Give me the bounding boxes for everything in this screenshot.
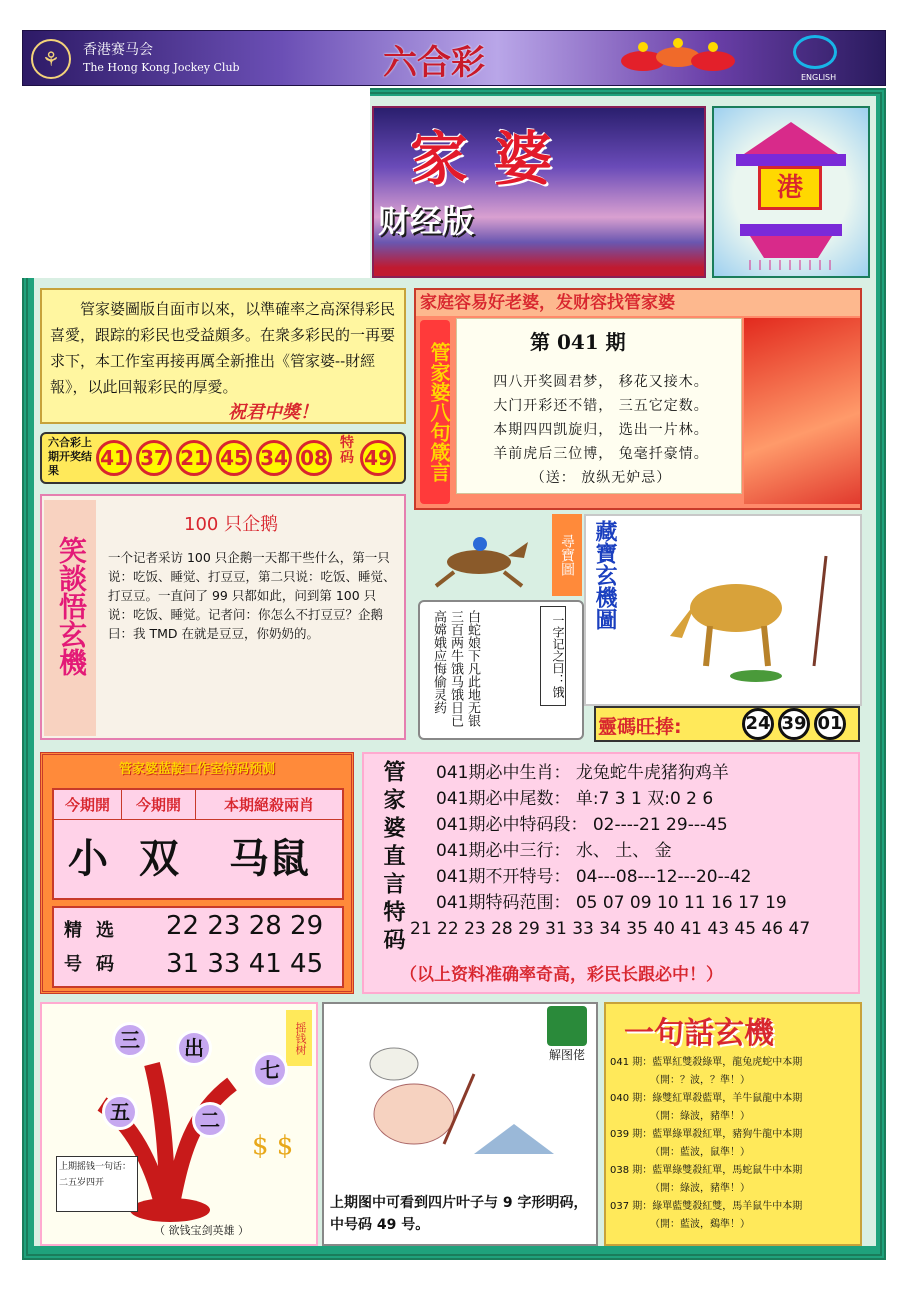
lucky-ball: 01 [814, 708, 846, 740]
poem-line: （送： 放纵无妒忌） [530, 470, 672, 486]
lucky-number-label: 靈碼旺捧: [598, 716, 682, 738]
result-ball: 37 [136, 440, 172, 476]
size-prediction: 小 [68, 835, 108, 882]
english-link-icon[interactable] [793, 35, 837, 69]
curtain-image [744, 318, 860, 504]
camel-title: 藏寶玄機圖 [592, 520, 618, 630]
banner-subtitle: 财经版 [378, 202, 475, 240]
result-ball: 08 [296, 440, 332, 476]
special-prediction-header: 管家婆蓝靛工作室特码预测 [118, 762, 275, 777]
one-sentence-line: （開：綠波，豬準！） [650, 1183, 750, 1194]
prediction-line: 041期必中尾数： 单:7 3 1 双:0 2 6 [436, 789, 714, 809]
tree-ball: 三 [112, 1022, 148, 1058]
poem-line: 羊前虎后三位博， 兔毫扦豪情。 [493, 446, 709, 462]
joke-side-title: 笑談悟玄機 [55, 536, 88, 676]
col-header: 今期開 [54, 790, 122, 820]
blank-area [22, 88, 370, 278]
prediction-line: 041期必中三行： 水、 土、 金 [436, 841, 672, 861]
poem-line: 大门开彩还不错， 三五它定数。 [493, 398, 709, 414]
poem-side-title: 管家婆八句箴言 [420, 320, 450, 504]
club-name-cn: 香港赛马会 [83, 42, 153, 58]
puzzle-note: 上期图中可看到四片叶子与 9 字形明码，中号码 49 号。 [330, 1195, 588, 1233]
one-sentence-line: 040 期：綠雙紅單殺藍單，羊牛鼠龍中本期 [610, 1093, 803, 1104]
one-sentence-line: （開：藍波，鷄準！） [650, 1219, 750, 1230]
hkjc-logo-icon: ⚘ [31, 39, 71, 79]
parity-prediction: 双 [139, 835, 179, 882]
tree-ball: 七 [252, 1052, 288, 1088]
last-issue-hint: 上期摇钱一句话：二五岁四开 [56, 1156, 138, 1212]
english-link[interactable]: ENGLISH [801, 73, 837, 82]
banner-title: 家婆 [410, 125, 579, 193]
one-sentence-line: （開：？波，？準！） [650, 1075, 750, 1086]
last-result-label: 六合彩上期开奖结果 [48, 436, 92, 477]
one-sentence-lines [610, 1054, 858, 1234]
poem-header: 家庭容易好老婆，发财容找管家婆 [416, 290, 860, 316]
kill-zodiac: 马鼠 [229, 835, 309, 882]
result-ball: 34 [256, 440, 292, 476]
predictions-side-title: 管家婆直言特码 [380, 760, 405, 956]
result-ball: 21 [176, 440, 212, 476]
one-sentence-line: （開：綠波，豬準！） [650, 1111, 750, 1122]
tree-ball: 二 [192, 1102, 228, 1138]
interpreter-icon [547, 1006, 587, 1046]
selected-numbers-row: 22 23 28 29 [166, 911, 324, 941]
one-sentence-line: （開：藍波，鼠準！） [650, 1147, 750, 1158]
prediction-line: 041期必中特码段： 02----21 29---45 [436, 815, 728, 835]
lucky-ball: 24 [742, 708, 774, 740]
interpreter-badge [540, 1006, 594, 1068]
lantern-label: 港 [758, 166, 822, 210]
special-label: 特码 [340, 435, 354, 466]
interpreter-label: 解图佬 [548, 1048, 585, 1062]
one-sentence-title: 一句話玄機 [624, 1016, 774, 1051]
joke-body: 一个记者采访 100 只企鹅一天都干些什么，第一只说：吃饭、睡觉、打豆豆，第二只说：吃饭、睡觉、打豆豆。一直问了 99 只都如此，问到第 100 只说：吃饭、睡觉。记者问：你怎么不打豆豆？企鹅曰：我 TMD 在就是豆豆，你奶奶的。 [108, 550, 396, 641]
prediction-line: 041期不开特号： 04---08---12---20--42 [436, 867, 752, 887]
tree-ball: 出 [176, 1030, 212, 1066]
club-name-en: The Hong Kong Jockey Club [83, 61, 240, 74]
selected-numbers-row: 31 33 41 45 [166, 949, 324, 979]
svg-text:$ $: $ $ [252, 1131, 294, 1161]
selected-numbers-label: 精选号码 [64, 920, 128, 975]
one-sentence-line: 038 期：藍單綠雙殺紅單，馬蛇鼠牛中本期 [610, 1165, 803, 1176]
lucky-ball: 39 [778, 708, 810, 740]
camel-panel [584, 514, 862, 706]
riddle-grid: 白蛇娘下凡此地无银三百两牛饿马饿日已高嫦娥应悔偷灵药 [431, 610, 480, 727]
one-sentence-line: 041 期：藍單紅雙殺綠單，龍兔虎蛇中本期 [610, 1057, 803, 1068]
col-header: 本期絕殺兩肖 [196, 790, 342, 820]
special-ball: 49 [360, 440, 396, 476]
riddle-word: 一字记之曰：饿 [540, 606, 566, 706]
poem-lines [466, 370, 736, 490]
result-ball: 45 [216, 440, 252, 476]
mark-six-title: 六合彩 [383, 43, 485, 83]
prediction-line: 21 22 23 28 29 31 33 34 35 40 41 43 45 46 47 [410, 919, 811, 939]
issue-number: 第 041 期 [530, 330, 626, 354]
poem-line: 本期四四凯旋归， 选出一片林。 [493, 422, 709, 438]
one-sentence-line: 039 期：藍單綠單殺紅單，豬狗牛龍中本期 [610, 1129, 803, 1140]
poem-line: 四八开奖圆君梦， 移花又接木。 [493, 374, 709, 390]
racehorse-icon [424, 530, 534, 590]
header-bar [22, 30, 886, 86]
one-sentence-line: 037 期：綠單藍雙殺紅雙，馬羊鼠牛中本期 [610, 1201, 803, 1212]
intro-text: 管家婆圖版自面市以來，以準確率之高深得彩民喜愛，跟踪的彩民也受益頗多。在衆多彩民的一再要求下，本工作室再接再厲全新推出《管家婆--財經報》，以此回報彩民的厚愛。 [40, 288, 406, 424]
camel-icon [586, 516, 860, 704]
treasure-map-label: 尋寶圖 [552, 514, 582, 596]
intro-wish: 祝君中獎！ [228, 402, 318, 423]
money-tree-label: 摇钱树 [286, 1010, 312, 1066]
tree-caption: （ 欲钱宝剑英雄 ） [154, 1224, 249, 1237]
result-ball: 41 [96, 440, 132, 476]
predictions-note: （以上资料准确率奇高，彩民长跟必中！） [400, 965, 723, 985]
prediction-line: 041期必中生肖： 龙兔蛇牛虎猪狗鸡羊 [436, 763, 729, 783]
tree-ball: 五 [102, 1094, 138, 1130]
col-header: 今期開 [122, 790, 196, 820]
prediction-line: 041期特码范围： 05 07 09 10 11 16 17 19 [436, 893, 787, 913]
joke-title: 100 只企鹅 [184, 514, 279, 535]
horses-icon [613, 35, 743, 81]
